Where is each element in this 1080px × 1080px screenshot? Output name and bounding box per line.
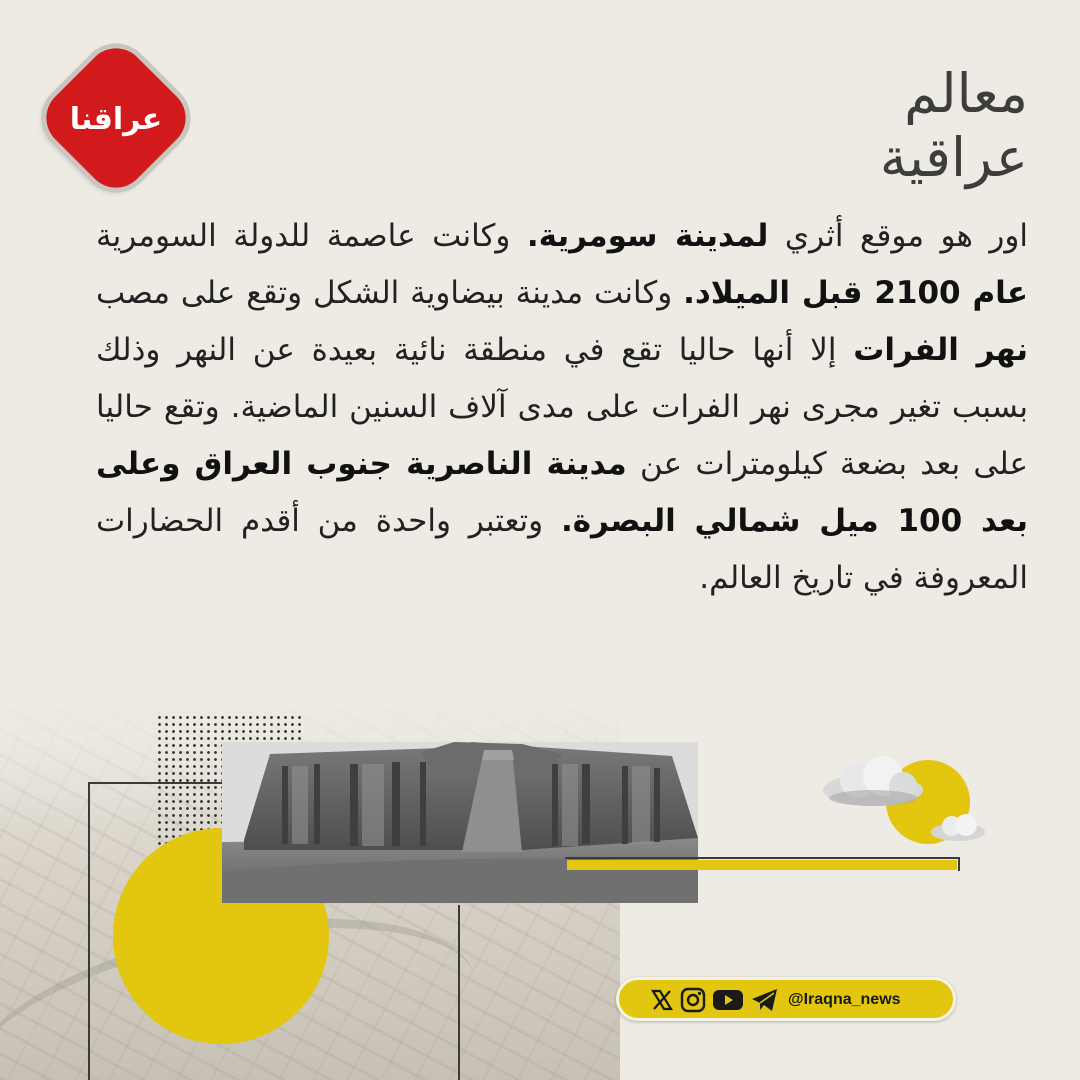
article-segment: اور هو موقع أثري bbox=[768, 218, 1028, 254]
cloud-icon bbox=[818, 752, 928, 812]
title-line-1: معالم bbox=[904, 62, 1028, 125]
title-line-2: عراقية bbox=[879, 126, 1028, 189]
article-segment-bold: مدينة الناصرية جنوب العراق وعلى بعد 100 ميل شمالي البصرة. bbox=[96, 446, 1028, 539]
ziggurat-photo bbox=[222, 742, 698, 903]
article-segment: وكانت عاصمة للدولة السومرية bbox=[96, 218, 527, 254]
frame-line bbox=[565, 857, 960, 859]
frame-line bbox=[458, 905, 460, 1080]
article-segment: وكانت مدينة بيضاوية الشكل وتقع على مصب bbox=[96, 275, 684, 311]
article-paragraph bbox=[96, 208, 1028, 607]
social-handle[interactable]: @Iraqna_news bbox=[788, 991, 901, 1008]
telegram-icon[interactable] bbox=[750, 987, 780, 1013]
instagram-icon[interactable] bbox=[680, 987, 706, 1013]
yellow-accent-bar bbox=[567, 860, 957, 870]
cloud-icon bbox=[928, 810, 988, 844]
ziggurat-illustration bbox=[222, 742, 698, 903]
article-segment-bold: نهر الفرات bbox=[853, 332, 1028, 368]
article-segment-bold: لمدينة سومرية. bbox=[526, 218, 769, 254]
frame-line bbox=[88, 782, 90, 1080]
article-segment: إلا أنها حاليا تقع في منطقة نائية بعيدة عن النهر وذلك بسبب تغير مجرى نهر الفرات على مدى آلاف السنين الماضية. وتقع حاليا على بعد بضعة كيلومترات عن bbox=[96, 332, 1028, 482]
x-icon[interactable] bbox=[650, 987, 674, 1013]
article-segment-bold: عام 2100 قبل الميلاد. bbox=[683, 275, 1028, 311]
article-segment: وتعتبر واحدة من أقدم الحضارات المعروفة في تاريخ العالم. bbox=[96, 503, 1028, 596]
youtube-icon[interactable] bbox=[712, 987, 744, 1013]
brand-logo-text: عراقنا bbox=[69, 102, 163, 137]
frame-line bbox=[958, 857, 960, 871]
page-title bbox=[728, 62, 1028, 190]
